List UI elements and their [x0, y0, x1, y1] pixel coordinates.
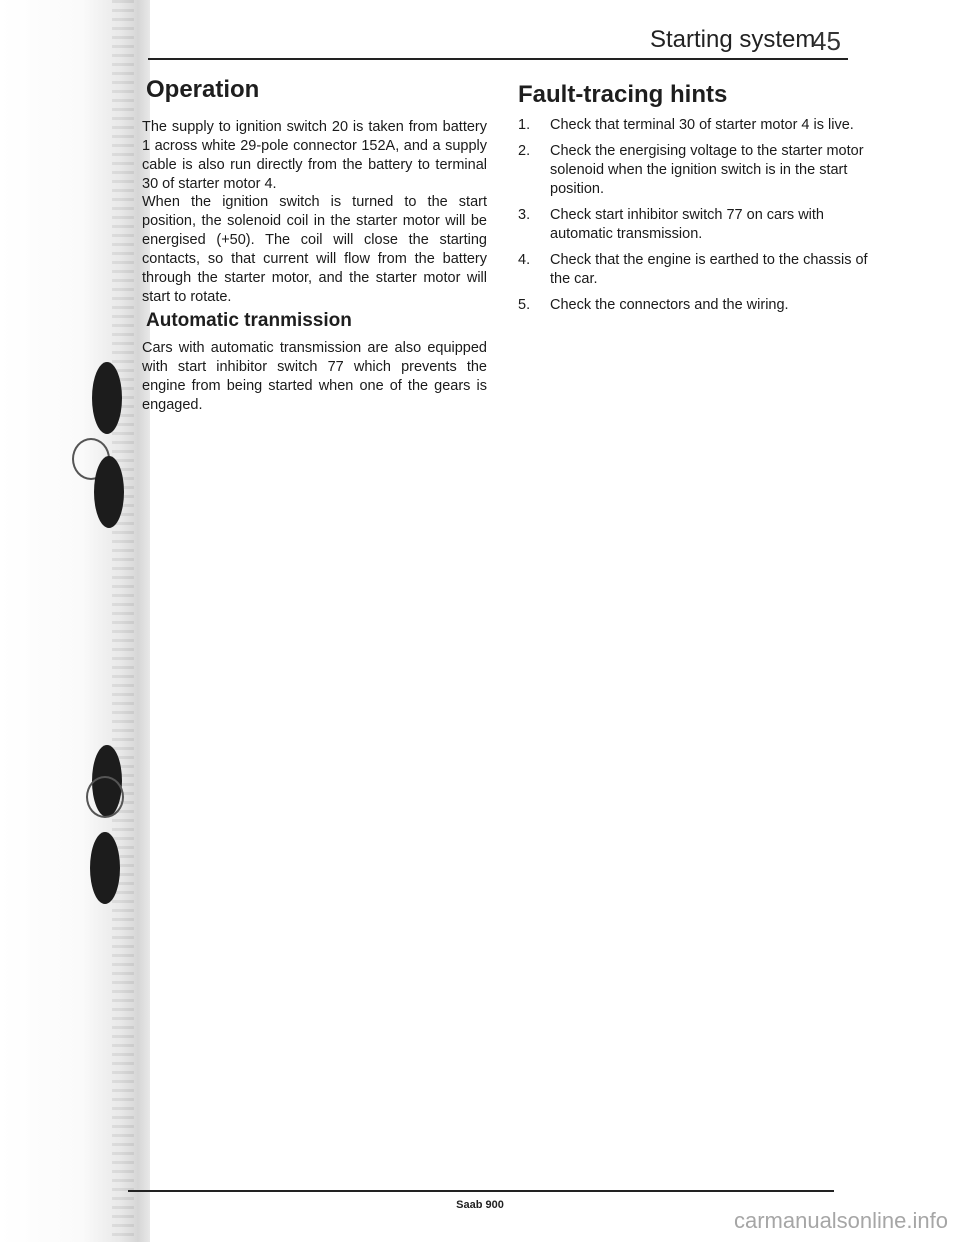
list-item-text: Check start inhibitor switch 77 on cars with automatic transmission. [550, 207, 824, 242]
operation-paragraph: When the ignition switch is turned to the start position, the solenoid coil in the starter motor will be energised (+50). The coil will close the starting contacts, so that current will flow from the battery through the starter motor, and the starter motor will start to rotate. [142, 194, 487, 305]
fault-tracing-heading: Fault-tracing hints [518, 81, 728, 108]
binding-streak [112, 0, 134, 1242]
operation-heading: Operation [146, 76, 260, 103]
automatic-paragraph: Cars with automatic transmission are also equipped with start inhibitor switch 77 which prevents the engine from being started when one of the gears is engaged. [142, 340, 487, 413]
list-item-number: 4. [518, 252, 531, 268]
list-item [518, 206, 868, 244]
watermark: carmanualsonline.info [733, 1208, 948, 1233]
list-item-number: 5. [518, 297, 531, 313]
punch-hole-outline [86, 776, 124, 818]
operation-paragraph: The supply to ignition switch 20 is taken from battery 1 across white 29-pole connector 152A, and a supply cable is also run directly from the battery to terminal 30 of starter motor 4. [142, 119, 487, 192]
list-item-text: Check the energising voltage to the starter motor solenoid when the ignition switch is in the start position. [550, 143, 864, 197]
list-item-text: Check that the engine is earthed to the chassis of the car. [550, 252, 868, 287]
list-item-text: Check that terminal 30 of starter motor 4 is live. [550, 117, 854, 133]
punch-hole [94, 456, 124, 528]
list-item [518, 251, 868, 289]
header-rule [148, 58, 848, 60]
list-item-text: Check the connectors and the wiring. [550, 297, 789, 313]
list-item-number: 3. [518, 207, 531, 223]
footer-model: Saab 900 [456, 1199, 504, 1211]
list-item [518, 116, 868, 135]
punch-hole [92, 362, 122, 434]
section-title: Starting system [650, 26, 816, 53]
list-item [518, 142, 868, 199]
footer-rule [128, 1190, 834, 1192]
punch-hole [90, 832, 120, 904]
list-item-number: 1. [518, 117, 531, 133]
page-number: 45 [812, 26, 841, 56]
list-item [518, 296, 868, 315]
fault-tracing-list [518, 116, 868, 322]
automatic-heading: Automatic tranmission [146, 310, 352, 331]
list-item-number: 2. [518, 143, 531, 159]
